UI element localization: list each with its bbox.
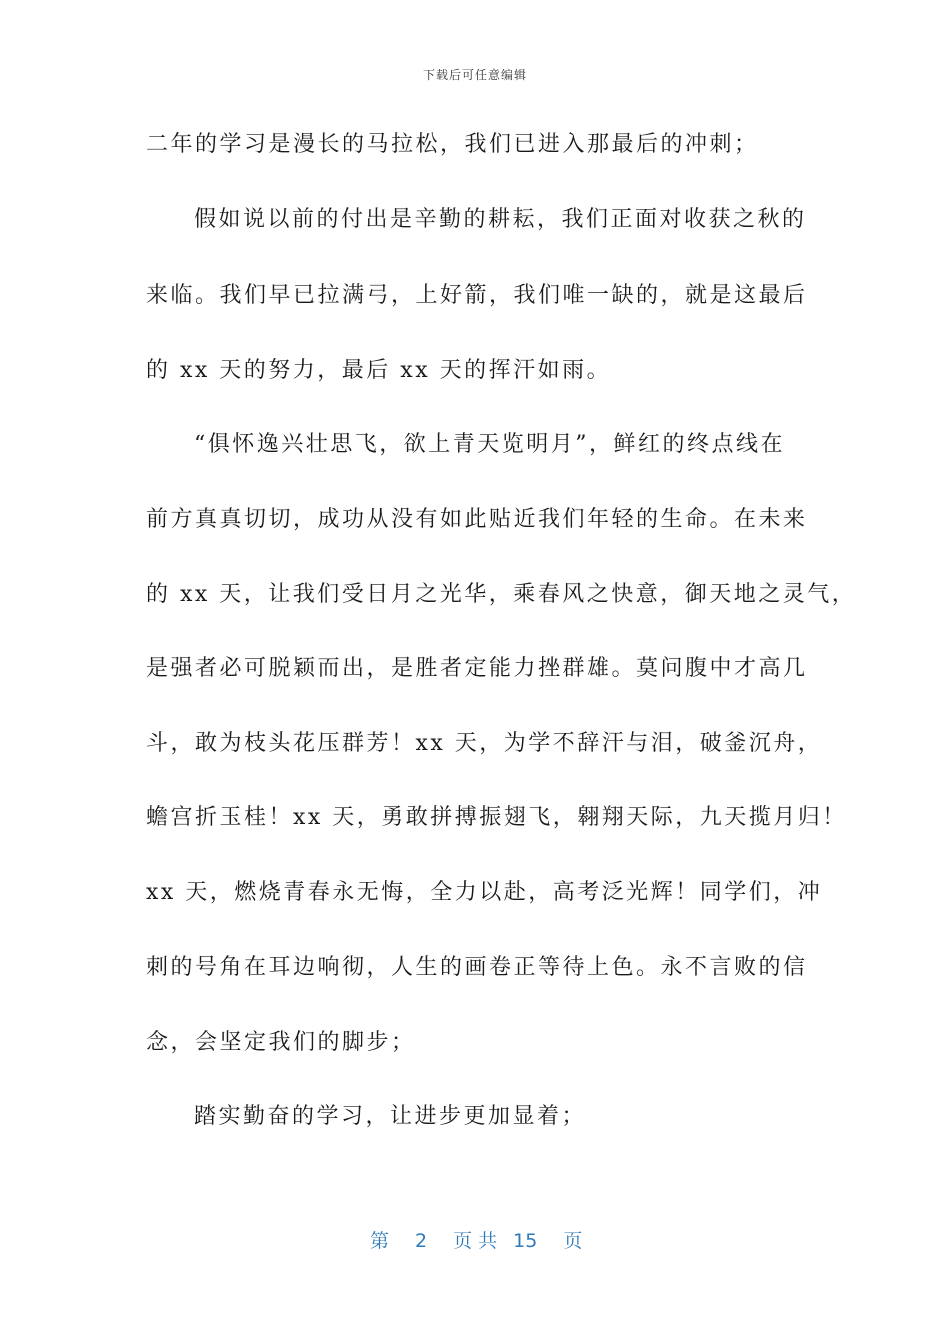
text-line: 前方真真切切，成功从没有如此贴近我们年轻的生命。在未来 [146,507,808,532]
text-line: 二年的学习是漫长的马拉松，我们已进入那最后的冲刺； [146,132,759,157]
footer-middle: 页 共 [453,1230,498,1252]
text-line: 刺的号角在耳边响彻，人生的画卷正等待上色。永不言败的信 [146,955,808,980]
text-line: 念，会坚定我们的脚步； [146,1030,416,1055]
text-line: 蟾宫折玉桂！xx 天，勇敢拼搏振翅飞，翱翔天际，九天揽月归！ [146,805,847,830]
footer-suffix: 页 [563,1230,583,1252]
text-line: 假如说以前的付出是辛勤的耕耘，我们正面对收获之秋的 [194,207,807,232]
text-line: 的 xx 天，让我们受日月之光华，乘春风之快意，御天地之灵气， [146,582,857,607]
footer-prefix: 第 [370,1230,390,1252]
page-header: 下载后可任意编辑 [422,68,527,82]
footer-current-page: 2 [415,1230,428,1252]
text-line: 斗，敢为枝头花压群芳！xx 天，为学不辞汗与泪，破釜沉舟， [146,731,823,756]
text-line: “俱怀逸兴壮思飞，欲上青天览明月”，鲜红的终点线在 [194,432,785,457]
text-line: 的 xx 天的努力，最后 xx 天的挥汗如雨。 [146,358,612,383]
text-line: 来临。我们早已拉满弓，上好箭，我们唯一缺的，就是这最后 [146,283,808,308]
page-footer [370,1226,582,1253]
text-line: 是强者必可脱颖而出，是胜者定能力挫群雄。莫问腹中才高几 [146,656,808,681]
footer-total-pages: 15 [513,1230,538,1252]
text-line: xx 天，燃烧青春永无悔，全力以赴，高考泛光辉！同学们，冲 [146,880,823,905]
text-line: 踏实勤奋的学习，让进步更加显着； [194,1104,587,1129]
